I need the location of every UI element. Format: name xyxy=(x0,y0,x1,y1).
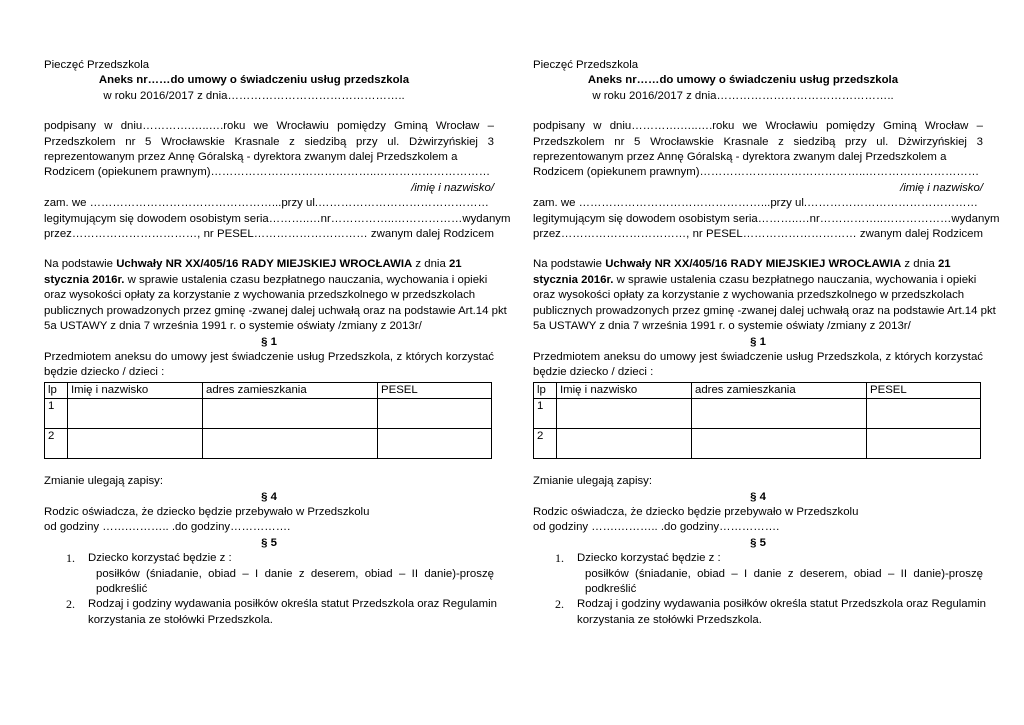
aneks-copy-right xyxy=(533,58,1000,628)
item-text: podkreślić xyxy=(585,582,637,595)
column-header: Imię i nazwisko xyxy=(557,382,692,398)
table-cell xyxy=(557,399,692,429)
parties-line: podpisany w dniu………….…..….roku we Wrocławiu pomiędzy Gminą Wrocław – xyxy=(44,120,494,133)
column-header: lp xyxy=(45,382,68,398)
list-item xyxy=(66,597,497,628)
section-1-heading: § 1 xyxy=(750,335,766,348)
column-header: Imię i nazwisko xyxy=(68,382,203,398)
table-cell xyxy=(68,429,203,459)
basis-line: stycznia 2016r. w sprawie ustalenia czasu bezpłatnego nauczania, wychowania i opieki xyxy=(44,273,488,286)
name-label: /imię i nazwisko/ xyxy=(411,181,494,194)
list-item xyxy=(66,551,494,597)
table-cell xyxy=(378,429,492,459)
section-5-heading: § 5 xyxy=(261,536,277,549)
item-text: posiłków (śniadanie, obiad – I danie z deserem, obiad – II danie)-proszę xyxy=(96,567,494,580)
document-title: Aneks nr……do umowy o świadczeniu usług przedszkola xyxy=(98,74,410,87)
section-5-list xyxy=(533,551,986,628)
basis-line: 5a USTAWY z dnia 7 września 1991 r. o systemie oświaty /zmiany z 2013r/ xyxy=(533,320,911,333)
basis-line: 5a USTAWY z dnia 7 września 1991 r. o systemie oświaty /zmiany z 2013r/ xyxy=(44,320,422,333)
parties-line: Przedszkolem nr 5 Wrocławskie Krasnale z siedzibą przy ul. Dżwirzyńskiej 3 xyxy=(533,135,983,148)
subject-line: Przedmiotem aneksu do umowy jest świadczenie usług Przedszkola, z których korzystać xyxy=(44,350,494,363)
parties-line: Rodzicem (opiekunem prawnym)……………………………………..………………………… xyxy=(533,166,980,179)
parties-line: podpisany w dniu………….…..….roku we Wrocławiu pomiędzy Gminą Wrocław – xyxy=(533,120,983,133)
table-row xyxy=(534,399,981,429)
item-text: korzystania ze stołówki Przedszkola. xyxy=(88,613,273,626)
basis-line: oraz wysokości opłaty za korzystanie z wychowania przedszkolnego w przedszkolach xyxy=(533,289,965,302)
basis-line: publicznych prowadzonych przez gminę -zwanej dalej uchwałą oraz na podstawie Art.14 pkt xyxy=(533,304,996,317)
item-text: Dziecko korzystać będzie z : xyxy=(577,552,721,565)
column-header: PESEL xyxy=(867,382,981,398)
section-1-heading: § 1 xyxy=(261,335,277,348)
declaration-line: od godziny …….……….. .do godziny……………. xyxy=(533,521,780,534)
item-text: Rodzaj i godziny wydawania posiłków określa statut Przedszkola oraz Regulamin xyxy=(577,598,986,611)
section-5-list xyxy=(44,551,497,628)
basis-line: publicznych prowadzonych przez gminę -zwanej dalej uchwałą oraz na podstawie Art.14 pkt xyxy=(44,304,507,317)
pesel-line: przez……………………………, nr PESEL………………………… zwanym dalej Rodzicem xyxy=(44,228,494,241)
column-header: adres zamieszkania xyxy=(692,382,867,398)
section-4-heading: § 4 xyxy=(261,490,277,503)
table-cell xyxy=(203,399,378,429)
subject-line: Przedmiotem aneksu do umowy jest świadczenie usług Przedszkola, z których korzystać xyxy=(533,350,983,363)
item-text: korzystania ze stołówki Przedszkola. xyxy=(577,613,762,626)
row-number: 1 xyxy=(45,399,68,429)
table-header-row xyxy=(45,382,492,398)
declaration-line: Rodzic oświadcza, że dziecko będzie przebywało w Przedszkolu xyxy=(533,505,859,518)
parties-line: reprezentowanym przez Annę Góralską - dyrektora zwanym dalej Przedszkolem a xyxy=(533,151,947,164)
subject-line: będzie dziecko / dzieci : xyxy=(44,366,165,379)
address-line: zam. we …………………………………………...przy ul.……………………………………… xyxy=(44,197,489,210)
table-row xyxy=(534,429,981,459)
item-text: podkreślić xyxy=(96,582,148,595)
children-table xyxy=(44,382,492,459)
changes-label: Zmianie ulegają zapisy: xyxy=(533,475,653,488)
list-item xyxy=(555,597,986,628)
parties-line: reprezentowanym przez Annę Góralską - dyrektora zwanym dalej Przedszkolem a xyxy=(44,151,458,164)
address-line: zam. we …………………………………………...przy ul.……………………………………… xyxy=(533,197,978,210)
row-number: 2 xyxy=(45,429,68,459)
table-cell xyxy=(867,399,981,429)
basis-line: Na podstawie Uchwały NR XX/405/16 RADY MIEJSKIEJ WROCŁAWIA z dnia 21 xyxy=(533,258,951,271)
declaration-line: od godziny …….……….. .do godziny……………. xyxy=(44,521,291,534)
item-number: 1. xyxy=(555,551,564,566)
id-line: legitymującym się dowodem osobistym seria………..…nr……………..………………wydanym xyxy=(44,212,511,225)
table-cell xyxy=(557,429,692,459)
row-number: 1 xyxy=(534,399,557,429)
item-text: posiłków (śniadanie, obiad – I danie z deserem, obiad – II danie)-proszę xyxy=(585,567,983,580)
column-header: lp xyxy=(534,382,557,398)
table-cell xyxy=(378,399,492,429)
aneks-copy-left xyxy=(44,58,511,628)
stamp-label: Pieczęć Przedszkola xyxy=(44,59,150,71)
table-header-row xyxy=(534,382,981,398)
stamp-label: Pieczęć Przedszkola xyxy=(533,59,639,71)
item-number: 2. xyxy=(555,597,564,612)
document-title: Aneks nr……do umowy o świadczeniu usług przedszkola xyxy=(587,74,899,87)
table-cell xyxy=(203,429,378,459)
pesel-line: przez……………………………, nr PESEL………………………… zwanym dalej Rodzicem xyxy=(533,228,983,241)
section-4-heading: § 4 xyxy=(750,490,766,503)
table-row xyxy=(45,399,492,429)
id-line: legitymującym się dowodem osobistym seria………..…nr……………..………………wydanym xyxy=(533,212,1000,225)
list-item xyxy=(555,551,983,597)
declaration-line: Rodzic oświadcza, że dziecko będzie przebywało w Przedszkolu xyxy=(44,505,370,518)
table-cell xyxy=(68,399,203,429)
table-row xyxy=(45,429,492,459)
row-number: 2 xyxy=(534,429,557,459)
basis-line: Na podstawie Uchwały NR XX/405/16 RADY MIEJSKIEJ WROCŁAWIA z dnia 21 xyxy=(44,258,462,271)
subject-line: będzie dziecko / dzieci : xyxy=(533,366,654,379)
parties-line: Przedszkolem nr 5 Wrocławskie Krasnale z siedzibą przy ul. Dżwirzyńskiej 3 xyxy=(44,135,494,148)
basis-line: oraz wysokości opłaty za korzystanie z wychowania przedszkolnego w przedszkolach xyxy=(44,289,476,302)
table-cell xyxy=(692,399,867,429)
column-header: PESEL xyxy=(378,382,492,398)
table-cell xyxy=(692,429,867,459)
item-number: 1. xyxy=(66,551,75,566)
year-line: w roku 2016/2017 z dnia……………………………………….. xyxy=(592,89,894,102)
column-header: adres zamieszkania xyxy=(203,382,378,398)
table-cell xyxy=(867,429,981,459)
parties-line: Rodzicem (opiekunem prawnym)……………………………………..………………………… xyxy=(44,166,491,179)
year-line: w roku 2016/2017 z dnia……………………………………….. xyxy=(103,89,405,102)
basis-line: stycznia 2016r. w sprawie ustalenia czasu bezpłatnego nauczania, wychowania i opieki xyxy=(533,273,977,286)
children-table xyxy=(533,382,981,459)
item-number: 2. xyxy=(66,597,75,612)
changes-label: Zmianie ulegają zapisy: xyxy=(44,475,164,488)
item-text: Dziecko korzystać będzie z : xyxy=(88,552,232,565)
section-5-heading: § 5 xyxy=(750,536,766,549)
item-text: Rodzaj i godziny wydawania posiłków określa statut Przedszkola oraz Regulamin xyxy=(88,598,497,611)
name-label: /imię i nazwisko/ xyxy=(900,181,983,194)
